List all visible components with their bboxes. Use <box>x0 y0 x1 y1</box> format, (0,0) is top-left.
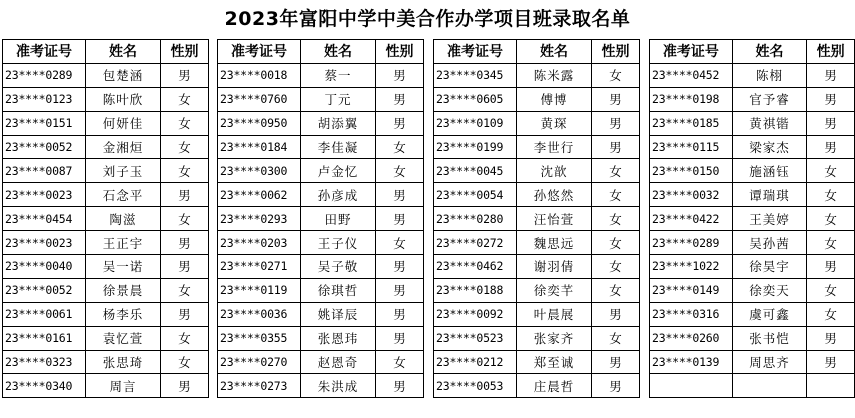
cell-name: 魏思远 <box>517 231 592 255</box>
table-body <box>650 63 855 397</box>
table-row <box>650 87 855 111</box>
cell-name: 蔡一 <box>301 63 376 87</box>
cell-id: 23****0149 <box>650 278 733 302</box>
cell-gender: 女 <box>592 159 640 183</box>
cell-id: 23****0036 <box>218 302 301 326</box>
cell-name: 陶滋 <box>86 207 161 231</box>
cell-name: 徐奕天 <box>732 278 806 302</box>
cell-name: 谢羽倩 <box>517 255 592 279</box>
cell-id: 23****0323 <box>3 350 86 374</box>
cell-name: 石念平 <box>86 183 161 207</box>
cell-gender: 女 <box>807 183 855 207</box>
cell-gender: 男 <box>807 350 855 374</box>
cell-name: 陈栩 <box>732 63 806 87</box>
cell-id: 23****0289 <box>650 231 733 255</box>
cell-id: 23****0023 <box>3 231 86 255</box>
cell-name: 庄晨哲 <box>517 374 592 398</box>
cell-id: 23****0115 <box>650 135 733 159</box>
header-id: 准考证号 <box>218 40 301 64</box>
cell-id: 23****0760 <box>218 87 301 111</box>
cell-gender: 女 <box>807 231 855 255</box>
table-row <box>3 87 209 111</box>
cell-gender: 男 <box>592 350 640 374</box>
cell-name: 徐景晨 <box>86 278 161 302</box>
page-title: 2023年富阳中学中美合作办学项目班录取名单 <box>224 8 631 30</box>
cell-id: 23****0054 <box>434 183 517 207</box>
cell-id: 23****0018 <box>218 63 301 87</box>
cell-id: 23****0523 <box>434 326 517 350</box>
cell-name <box>732 374 806 398</box>
table-row <box>218 231 424 255</box>
cell-gender: 女 <box>161 207 209 231</box>
table-row <box>434 87 640 111</box>
cell-name: 王正宇 <box>86 231 161 255</box>
table-row <box>218 278 424 302</box>
cell-gender: 女 <box>592 326 640 350</box>
cell-id: 23****0053 <box>434 374 517 398</box>
cell-name: 沈歆 <box>517 159 592 183</box>
cell-name: 汪怡萱 <box>517 207 592 231</box>
cell-gender: 女 <box>161 159 209 183</box>
header-id: 准考证号 <box>3 40 86 64</box>
cell-gender: 男 <box>161 374 209 398</box>
cell-gender: 男 <box>376 255 424 279</box>
cell-name: 包楚涵 <box>86 63 161 87</box>
cell-name: 王美婷 <box>732 207 806 231</box>
cell-gender: 女 <box>161 135 209 159</box>
cell-id: 23****0045 <box>434 159 517 183</box>
table-row <box>434 135 640 159</box>
cell-gender: 男 <box>807 255 855 279</box>
cell-gender: 女 <box>592 231 640 255</box>
table-row <box>3 278 209 302</box>
header-gender: 性别 <box>376 40 424 64</box>
table-row <box>434 278 640 302</box>
table-row <box>3 350 209 374</box>
cell-id: 23****0151 <box>3 111 86 135</box>
header-name: 姓名 <box>86 40 161 64</box>
cell-gender: 男 <box>376 207 424 231</box>
cell-id: 23****0452 <box>650 63 733 87</box>
cell-name: 李佳凝 <box>301 135 376 159</box>
roster-table-2 <box>217 39 424 398</box>
cell-name: 梁家杰 <box>732 135 806 159</box>
cell-gender: 女 <box>592 183 640 207</box>
cell-id: 23****0062 <box>218 183 301 207</box>
cell-gender: 女 <box>592 207 640 231</box>
cell-gender: 男 <box>376 326 424 350</box>
header-id: 准考证号 <box>650 40 733 64</box>
cell-name: 孙悠然 <box>517 183 592 207</box>
table-row <box>218 255 424 279</box>
cell-gender: 男 <box>807 111 855 135</box>
cell-id <box>650 374 733 398</box>
cell-gender: 女 <box>592 255 640 279</box>
cell-gender: 女 <box>161 350 209 374</box>
cell-id: 23****0092 <box>434 302 517 326</box>
cell-name: 朱洪成 <box>301 374 376 398</box>
cell-name: 叶晨展 <box>517 302 592 326</box>
table-header-row <box>218 40 424 64</box>
header-gender: 性别 <box>592 40 640 64</box>
cell-id: 23****0203 <box>218 231 301 255</box>
cell-gender: 男 <box>376 63 424 87</box>
cell-gender: 男 <box>592 87 640 111</box>
cell-name: 姚译辰 <box>301 302 376 326</box>
table-row <box>218 135 424 159</box>
cell-gender: 女 <box>161 111 209 135</box>
table-row <box>3 111 209 135</box>
cell-gender: 男 <box>376 302 424 326</box>
cell-gender: 女 <box>161 87 209 111</box>
cell-id: 23****0150 <box>650 159 733 183</box>
cell-gender: 女 <box>592 63 640 87</box>
table-row <box>650 111 855 135</box>
table-row <box>434 255 640 279</box>
cell-name: 傅博 <box>517 87 592 111</box>
cell-id: 23****0139 <box>650 350 733 374</box>
header-name: 姓名 <box>732 40 806 64</box>
cell-name: 黄琛 <box>517 111 592 135</box>
cell-gender: 女 <box>807 278 855 302</box>
cell-gender: 男 <box>161 231 209 255</box>
table-row <box>218 111 424 135</box>
cell-name: 田野 <box>301 207 376 231</box>
cell-id: 23****0422 <box>650 207 733 231</box>
cell-gender: 男 <box>161 255 209 279</box>
cell-gender: 男 <box>161 302 209 326</box>
cell-gender: 男 <box>592 374 640 398</box>
roster-table-3 <box>433 39 640 398</box>
cell-name: 徐奕芊 <box>517 278 592 302</box>
table-row <box>650 350 855 374</box>
cell-id: 23****0023 <box>3 183 86 207</box>
cell-gender: 女 <box>376 159 424 183</box>
table-row <box>434 207 640 231</box>
cell-id: 23****0345 <box>434 63 517 87</box>
table-row <box>218 302 424 326</box>
table-row <box>650 159 855 183</box>
table-row <box>650 255 855 279</box>
cell-gender: 男 <box>807 135 855 159</box>
cell-id: 23****0123 <box>3 87 86 111</box>
cell-id: 23****0340 <box>3 374 86 398</box>
cell-name: 孙彦成 <box>301 183 376 207</box>
cell-gender: 女 <box>376 350 424 374</box>
cell-gender: 男 <box>376 278 424 302</box>
cell-name: 吴一诺 <box>86 255 161 279</box>
cell-name: 周思齐 <box>732 350 806 374</box>
table-row <box>434 302 640 326</box>
table-row <box>434 111 640 135</box>
cell-gender <box>807 374 855 398</box>
cell-name: 张书恺 <box>732 326 806 350</box>
cell-name: 李世行 <box>517 135 592 159</box>
cell-gender: 男 <box>592 135 640 159</box>
table-row <box>3 207 209 231</box>
cell-gender: 男 <box>376 111 424 135</box>
table-row <box>650 278 855 302</box>
table-row <box>218 326 424 350</box>
cell-gender: 女 <box>807 302 855 326</box>
cell-id: 23****0161 <box>3 326 86 350</box>
cell-name: 吴子敬 <box>301 255 376 279</box>
table-row <box>650 302 855 326</box>
cell-gender: 男 <box>376 374 424 398</box>
cell-id: 23****0950 <box>218 111 301 135</box>
cell-gender: 男 <box>592 302 640 326</box>
cell-name: 陈叶欣 <box>86 87 161 111</box>
cell-id: 23****0273 <box>218 374 301 398</box>
cell-name: 谭瑞琪 <box>732 183 806 207</box>
cell-gender: 女 <box>376 135 424 159</box>
cell-id: 23****0462 <box>434 255 517 279</box>
cell-name: 袁忆萱 <box>86 326 161 350</box>
table-header-row <box>650 40 855 64</box>
cell-gender: 女 <box>161 278 209 302</box>
table-row <box>3 374 209 398</box>
table-row <box>3 326 209 350</box>
cell-name: 施涵钰 <box>732 159 806 183</box>
cell-gender: 男 <box>807 326 855 350</box>
cell-gender: 女 <box>807 207 855 231</box>
table-row <box>3 302 209 326</box>
cell-gender: 男 <box>376 183 424 207</box>
cell-id: 23****0300 <box>218 159 301 183</box>
cell-id: 23****0605 <box>434 87 517 111</box>
table-body <box>3 63 209 397</box>
cell-name: 虞可鑫 <box>732 302 806 326</box>
cell-gender: 女 <box>376 231 424 255</box>
cell-gender: 男 <box>376 87 424 111</box>
cell-id: 23****0032 <box>650 183 733 207</box>
table-row <box>434 183 640 207</box>
cell-id: 23****0212 <box>434 350 517 374</box>
cell-id: 23****0184 <box>218 135 301 159</box>
cell-name: 黄祺锴 <box>732 111 806 135</box>
table-row <box>218 207 424 231</box>
cell-id: 23****0119 <box>218 278 301 302</box>
cell-id: 23****0109 <box>434 111 517 135</box>
table-row <box>650 374 855 398</box>
table-row <box>434 374 640 398</box>
cell-name: 徐琪哲 <box>301 278 376 302</box>
header-id: 准考证号 <box>434 40 517 64</box>
table-row <box>434 63 640 87</box>
cell-name: 何妍佳 <box>86 111 161 135</box>
header-gender: 性别 <box>161 40 209 64</box>
table-row <box>218 63 424 87</box>
header-name: 姓名 <box>301 40 376 64</box>
cell-gender: 男 <box>807 87 855 111</box>
table-row <box>650 207 855 231</box>
header-gender: 性别 <box>807 40 855 64</box>
cell-id: 23****0272 <box>434 231 517 255</box>
cell-id: 23****0293 <box>218 207 301 231</box>
cell-id: 23****0199 <box>434 135 517 159</box>
cell-id: 23****0316 <box>650 302 733 326</box>
cell-name: 官予睿 <box>732 87 806 111</box>
cell-name: 徐昊宇 <box>732 255 806 279</box>
cell-name: 张恩玮 <box>301 326 376 350</box>
cell-id: 23****0260 <box>650 326 733 350</box>
cell-id: 23****0270 <box>218 350 301 374</box>
table-header-row <box>3 40 209 64</box>
cell-id: 23****0052 <box>3 278 86 302</box>
cell-gender: 男 <box>161 183 209 207</box>
table-header-row <box>434 40 640 64</box>
table-body <box>434 63 640 397</box>
cell-name: 张家齐 <box>517 326 592 350</box>
table-row <box>650 135 855 159</box>
cell-name: 周言 <box>86 374 161 398</box>
table-row <box>650 326 855 350</box>
cell-gender: 男 <box>807 63 855 87</box>
cell-name: 陈米露 <box>517 63 592 87</box>
table-row <box>218 183 424 207</box>
cell-name: 赵恩奇 <box>301 350 376 374</box>
table-row <box>3 135 209 159</box>
roster-table-1 <box>2 39 209 398</box>
cell-id: 23****0271 <box>218 255 301 279</box>
table-row <box>650 231 855 255</box>
cell-id: 23****0061 <box>3 302 86 326</box>
cell-name: 王子仪 <box>301 231 376 255</box>
table-row <box>218 87 424 111</box>
cell-id: 23****0040 <box>3 255 86 279</box>
cell-gender: 女 <box>161 326 209 350</box>
header-name: 姓名 <box>517 40 592 64</box>
cell-id: 23****0454 <box>3 207 86 231</box>
table-row <box>434 350 640 374</box>
cell-name: 金湘烜 <box>86 135 161 159</box>
cell-id: 23****0289 <box>3 63 86 87</box>
cell-gender: 女 <box>592 278 640 302</box>
table-row <box>218 159 424 183</box>
cell-id: 23****0087 <box>3 159 86 183</box>
cell-id: 23****0280 <box>434 207 517 231</box>
table-row <box>434 231 640 255</box>
cell-name: 胡添翼 <box>301 111 376 135</box>
cell-gender: 女 <box>807 159 855 183</box>
table-row <box>650 183 855 207</box>
cell-name: 丁元 <box>301 87 376 111</box>
table-row <box>434 159 640 183</box>
cell-id: 23****0355 <box>218 326 301 350</box>
table-row <box>3 183 209 207</box>
table-body <box>218 63 424 397</box>
cell-id: 23****0052 <box>3 135 86 159</box>
cell-id: 23****0188 <box>434 278 517 302</box>
cell-id: 23****0198 <box>650 87 733 111</box>
cell-name: 张思琦 <box>86 350 161 374</box>
cell-name: 吴孙茜 <box>732 231 806 255</box>
cell-name: 郑至诚 <box>517 350 592 374</box>
cell-name: 卢金忆 <box>301 159 376 183</box>
roster-table-4 <box>649 39 855 398</box>
cell-gender: 男 <box>592 111 640 135</box>
table-row <box>434 326 640 350</box>
table-row <box>3 159 209 183</box>
cell-name: 刘子玉 <box>86 159 161 183</box>
table-row <box>650 63 855 87</box>
table-row <box>3 231 209 255</box>
cell-id: 23****0185 <box>650 111 733 135</box>
cell-name: 杨李乐 <box>86 302 161 326</box>
table-row <box>3 255 209 279</box>
table-row <box>218 350 424 374</box>
table-row <box>3 63 209 87</box>
table-row <box>218 374 424 398</box>
cell-gender: 男 <box>161 63 209 87</box>
cell-id: 23****1022 <box>650 255 733 279</box>
